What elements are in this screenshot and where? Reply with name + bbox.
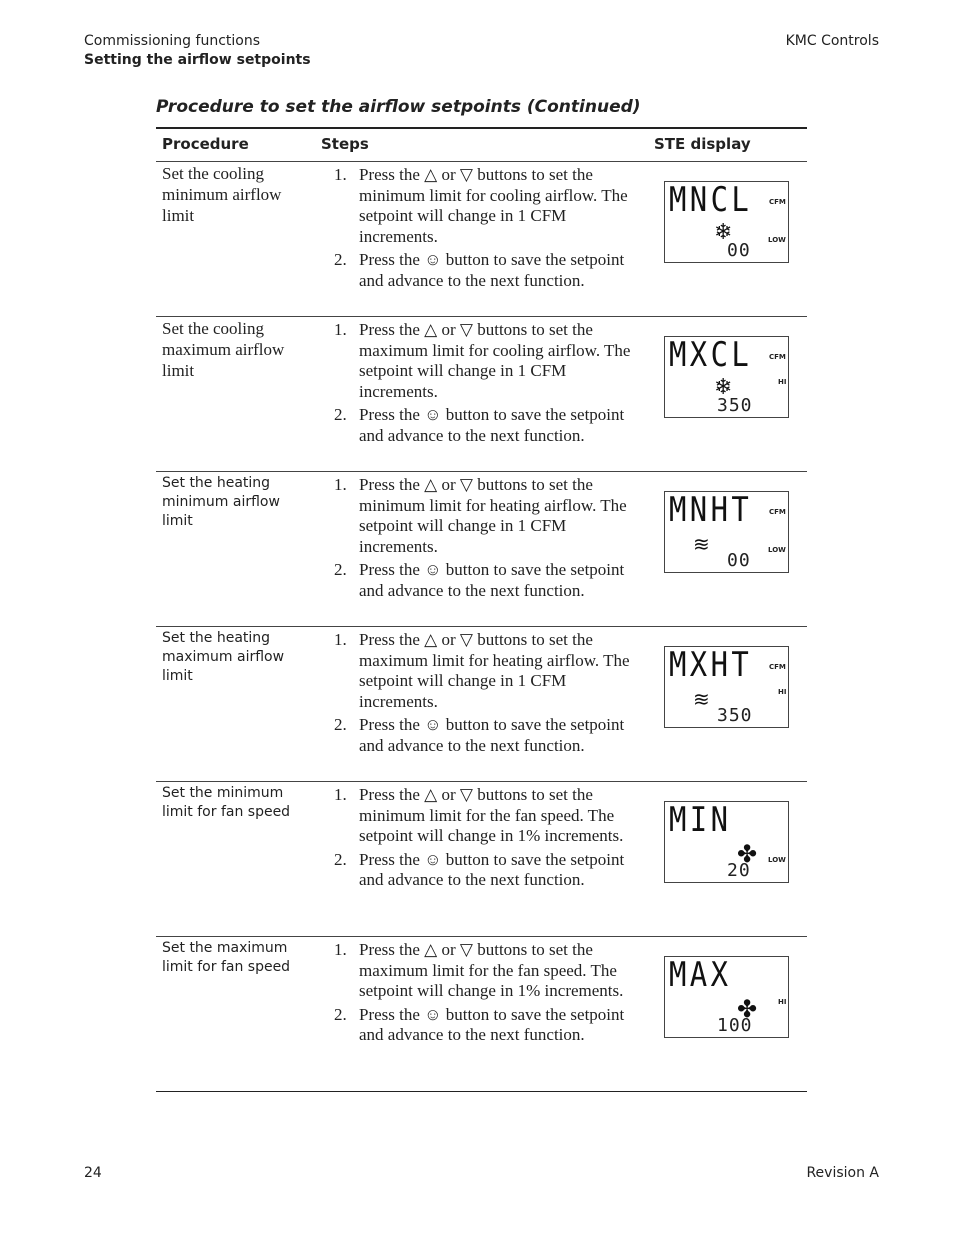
- mode-icon: ✤: [737, 995, 758, 1023]
- level-label: HI: [778, 998, 787, 1006]
- mode-icon: ❄: [714, 375, 733, 400]
- display-text: MXCL: [669, 335, 753, 375]
- display-text: MNCL: [669, 180, 753, 220]
- ste-display: [664, 336, 789, 418]
- unit-label: CFM: [769, 198, 786, 206]
- step-item: [334, 475, 644, 557]
- table-header: [156, 129, 807, 162]
- display-value: 100: [717, 1015, 753, 1036]
- procedure-cell: Set the heating minimum airflow limit: [162, 475, 280, 529]
- step-text: Press the ☺ button to save the setpoint and advance to the next function.: [359, 250, 625, 290]
- header-section: Commissioning functions: [84, 33, 261, 49]
- step-text: Press the ☺ button to save the setpoint and advance to the next function.: [359, 405, 625, 445]
- ste-display: [664, 491, 789, 573]
- header-brand: KMC Controls: [785, 33, 879, 49]
- level-label: LOW: [768, 856, 786, 864]
- step-text: Press the ☺ button to save the setpoint and advance to the next function.: [359, 1004, 625, 1044]
- table-row: [156, 472, 807, 627]
- revision: Revision A: [806, 1165, 879, 1181]
- table-title: Procedure to set the airflow setpoints (Continued): [156, 97, 641, 117]
- step-item: [334, 850, 644, 891]
- step-text: Press the △ or ▽ buttons to set the maximum limit for the fan speed. The setpoint will change in 1% increments.: [359, 940, 624, 1000]
- level-label: HI: [778, 378, 787, 386]
- step-number: 2.: [334, 560, 347, 579]
- step-item: [334, 165, 644, 247]
- level-label: LOW: [768, 236, 786, 244]
- step-item: [334, 405, 644, 446]
- procedure-cell: Set the cooling minimum airflow limit: [162, 164, 282, 225]
- unit-label: CFM: [769, 663, 786, 671]
- unit-label: CFM: [769, 508, 786, 516]
- step-number: 1.: [334, 320, 347, 339]
- procedure-cell: Set the heating maximum airflow limit: [162, 630, 285, 684]
- table-row: [156, 937, 807, 1092]
- step-text: Press the △ or ▽ buttons to set the maximum limit for heating airflow. The setpoint will change in 1 CFM increments.: [359, 630, 630, 711]
- procedure-table: [156, 127, 807, 1092]
- display-value: 00: [727, 240, 751, 261]
- table-row: [156, 627, 807, 782]
- display-value: 20: [727, 860, 751, 881]
- ste-display: [664, 181, 789, 263]
- step-text: Press the △ or ▽ buttons to set the maximum limit for cooling airflow. The setpoint will change in 1 CFM increments.: [359, 320, 631, 401]
- display-value: 350: [717, 705, 753, 726]
- step-text: Press the △ or ▽ buttons to set the minimum limit for cooling airflow. The setpoint will change in 1 CFM increments.: [359, 165, 628, 246]
- step-item: [334, 630, 644, 712]
- table-row: [156, 162, 807, 317]
- table-row: [156, 317, 807, 472]
- ste-display: [664, 956, 789, 1038]
- level-label: HI: [778, 688, 787, 696]
- step-number: 1.: [334, 940, 347, 959]
- display-text: MAX: [669, 955, 732, 995]
- step-number: 2.: [334, 1004, 347, 1024]
- step-item: [334, 715, 644, 756]
- mode-icon: ✤: [737, 840, 758, 868]
- step-number: 1.: [334, 630, 347, 649]
- display-text: MXHT: [669, 645, 753, 685]
- step-item: [334, 560, 644, 601]
- mode-icon: ❄: [714, 220, 733, 245]
- display-text: MNHT: [669, 490, 753, 530]
- display-text: MIN: [669, 800, 732, 840]
- steps-cell: [334, 630, 644, 756]
- step-item: [334, 785, 644, 847]
- ste-display: [664, 646, 789, 728]
- mode-icon: ≋: [693, 687, 710, 711]
- unit-label: CFM: [769, 353, 786, 361]
- step-number: 1.: [334, 475, 347, 494]
- step-number: 2.: [334, 849, 347, 869]
- display-value: 350: [717, 395, 753, 416]
- steps-cell: [334, 785, 644, 891]
- steps-cell: [334, 940, 644, 1046]
- mode-icon: ≋: [693, 532, 710, 556]
- step-item: [334, 320, 644, 402]
- step-number: 2.: [334, 250, 347, 269]
- ste-display: [664, 801, 789, 883]
- step-item: [334, 940, 644, 1002]
- step-text: Press the ☺ button to save the setpoint and advance to the next function.: [359, 715, 625, 755]
- step-number: 1.: [334, 165, 347, 184]
- step-number: 1.: [334, 785, 347, 804]
- table-row: [156, 782, 807, 937]
- level-label: LOW: [768, 546, 786, 554]
- step-text: Press the ☺ button to save the setpoint and advance to the next function.: [359, 849, 625, 889]
- step-number: 2.: [334, 715, 347, 734]
- display-value: 00: [727, 550, 751, 571]
- procedure-cell: Set the minimum limit for fan speed: [162, 785, 291, 820]
- procedure-cell: Set the cooling maximum airflow limit: [162, 319, 285, 380]
- step-text: Press the △ or ▽ buttons to set the minimum limit for the fan speed. The setpoint will change in 1% increments.: [359, 785, 624, 845]
- step-text: Press the △ or ▽ buttons to set the minimum limit for heating airflow. The setpoint will change in 1 CFM increments.: [359, 475, 627, 556]
- steps-cell: [334, 165, 644, 291]
- column-header-display: STE display: [654, 135, 751, 153]
- step-item: [334, 250, 644, 291]
- steps-cell: [334, 475, 644, 601]
- column-header-procedure: Procedure: [162, 135, 249, 153]
- procedure-cell: Set the maximum limit for fan speed: [162, 940, 291, 975]
- column-header-steps: Steps: [321, 135, 369, 153]
- page-number: 24: [84, 1165, 102, 1181]
- step-number: 2.: [334, 405, 347, 424]
- header-subsection: Setting the airflow setpoints: [84, 52, 311, 68]
- steps-cell: [334, 320, 644, 446]
- step-text: Press the ☺ button to save the setpoint and advance to the next function.: [359, 560, 625, 600]
- step-item: [334, 1005, 644, 1046]
